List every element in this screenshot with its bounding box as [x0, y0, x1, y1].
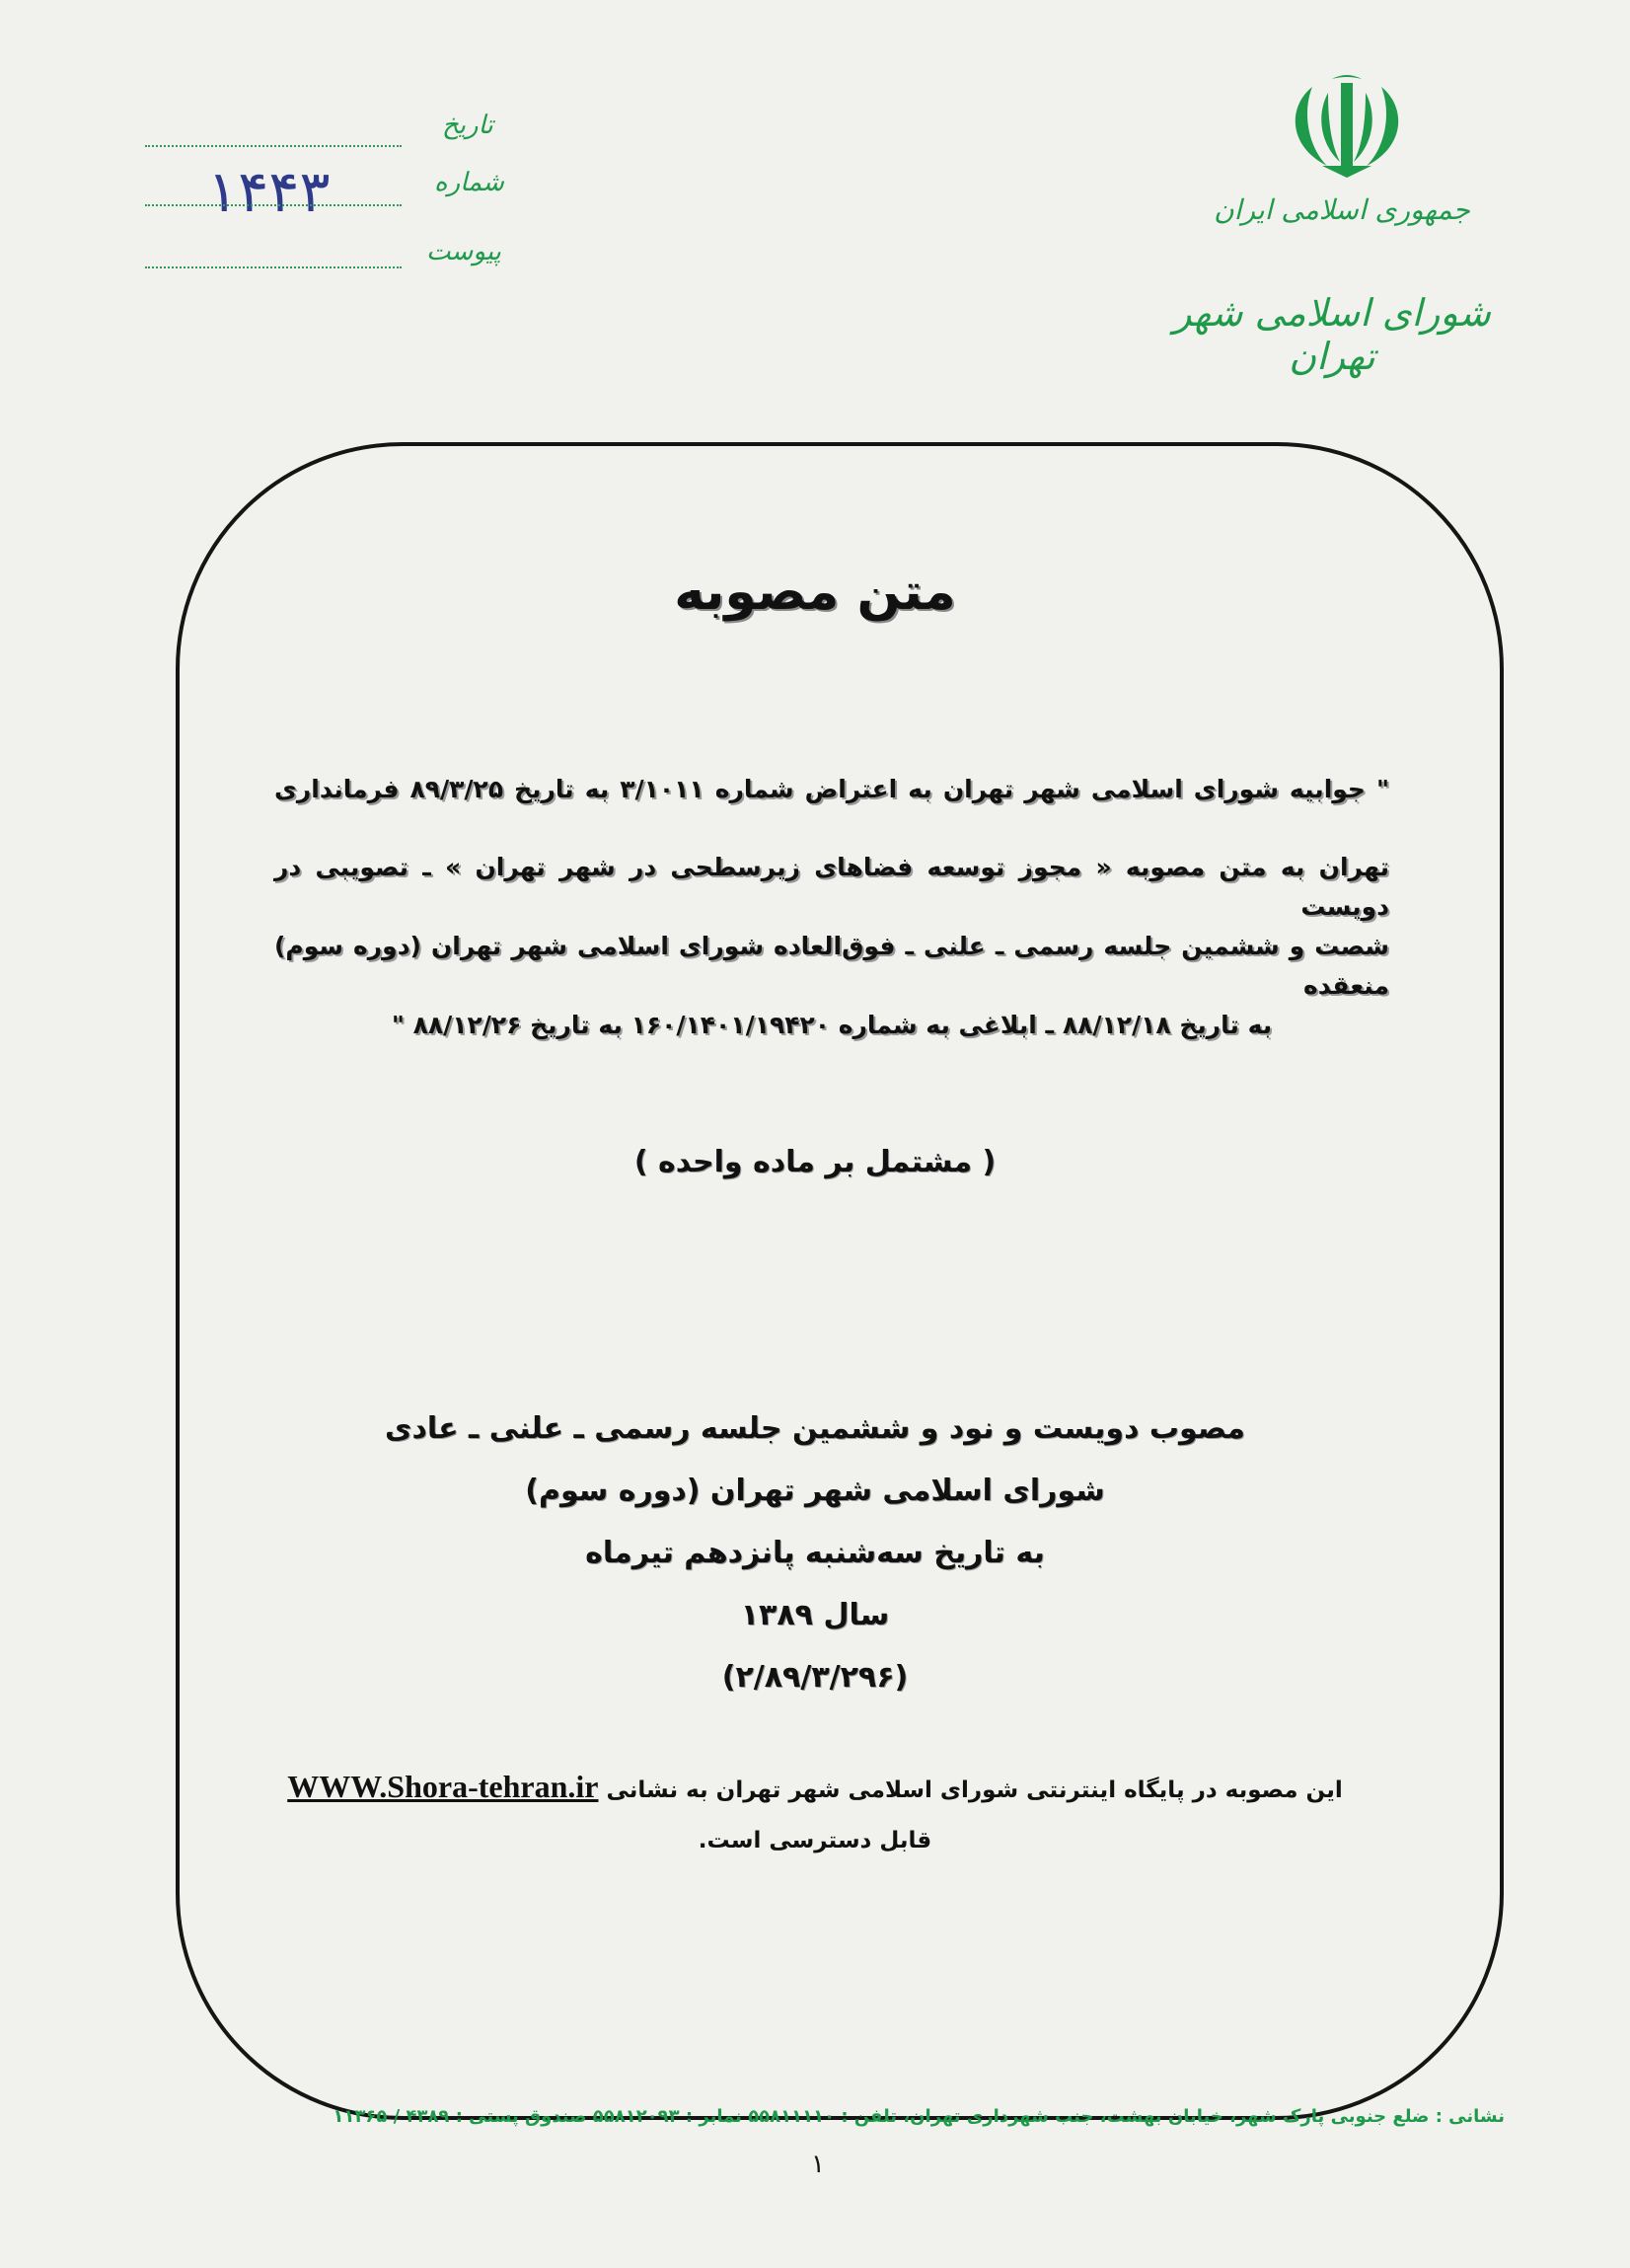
website-notice-end: قابل دسترسی است. [698, 1828, 932, 1853]
organization-name: شورای اسلامی شهر تهران [1173, 291, 1491, 378]
iran-emblem-icon [1283, 67, 1411, 181]
page-number: ١ [811, 2150, 825, 2179]
country-name: جمهوری اسلامی ایران [1214, 193, 1470, 226]
handwritten-number: ١۴۴٣ [207, 160, 331, 224]
attachment-label: پیوست [426, 237, 501, 266]
approval-line: شورای اسلامی شهر تهران (دوره سوم) [525, 1474, 1105, 1508]
resolution-paragraph [274, 770, 1389, 1084]
number-label: شماره [434, 168, 504, 197]
approval-line: به تاریخ سه‌شنبه پانزدهم تیرماه [585, 1536, 1045, 1570]
website-notice [99, 1769, 1531, 1805]
paragraph-line: به تاریخ ٨٨/١٢/١٨ ـ ابلاغی به شماره ١۶٠/١۴٠١/١٩۴٢٠ به تاریخ ٨٨/١٢/٢۶ " [391, 1011, 1273, 1039]
paragraph-line: تهران به متن مصوبه « مجوز توسعه فضاهای زیرسطحی در شهر تهران » ـ تصویبی در دویست [274, 853, 1389, 921]
date-label: تاریخ [442, 111, 493, 140]
approval-line: (٨٩/٣/٢٩۶/٢) [721, 1660, 909, 1695]
paragraph-line: " جوابیه شورای اسلامی شهر تهران به اعتراض شماره ٣/١٠١١ به تاریخ ٨٩/٣/٢۵ فرمانداری [274, 775, 1389, 803]
website-link[interactable]: WWW.Shora-tehran.ir [287, 1769, 599, 1804]
date-field-line [145, 145, 402, 147]
document-subtitle: ( مشتمل بر ماده واحده ) [633, 1145, 997, 1179]
approval-line: سال ١٣٨٩ [740, 1598, 890, 1632]
document-frame [176, 442, 1504, 2120]
document-title: متن مصوبه [674, 563, 956, 622]
approval-line: مصوب دویست و نود و ششمین جلسه رسمی ـ علنی ـ عادی [384, 1411, 1246, 1446]
number-field-line [145, 204, 402, 206]
website-text: این مصوبه در پایگاه اینترنتی شورای اسلامی شهر تهران به نشانی [606, 1777, 1343, 1803]
paragraph-line: شصت و ششمین جلسه رسمی ـ علنی ـ فوق‌العاده شورای اسلامی شهر تهران (دوره سوم) منعقده [274, 932, 1389, 1000]
footer-address: نشانی : ضلع جنوبی پارک شهر، خیابان بهشت، جنب شهرداری تهران، تلفن : ۵۵۸۱۱۱۱٠ نمابر : ۵۵۸۱٢٠٩٣ صندوق پستی : ۴٣٨٩ / ١١٣۶۵ [333, 2106, 1505, 2127]
attachment-field-line [145, 266, 402, 268]
